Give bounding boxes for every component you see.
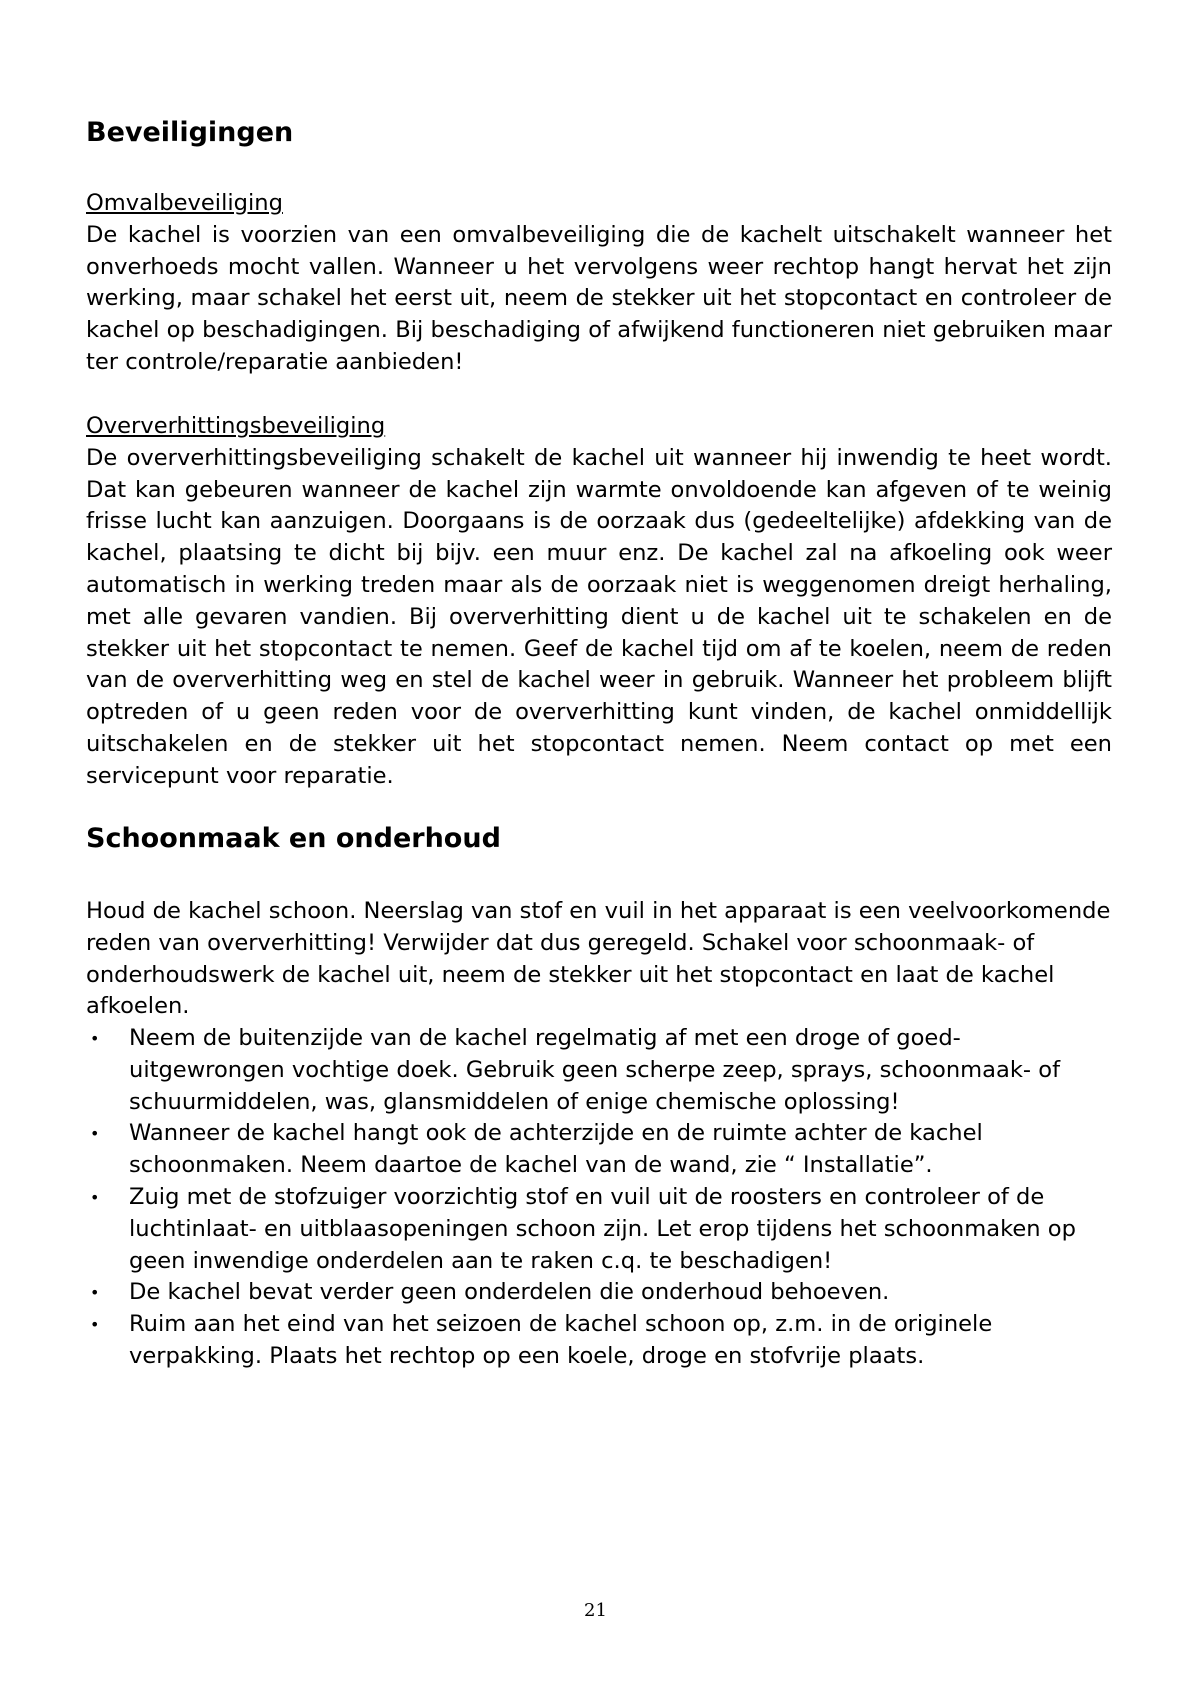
list-item	[86, 1277, 1112, 1309]
list-item-text: Zuig met de stofzuiger voorzichtig stof en vuil uit de roosters en controleer of de luchtinlaat- en uitblaasopeningen schoon zijn. Let erop tijdens het schoonmaken op geen inwendige onderdelen aan te raken c.q. te beschadigen!	[129, 1183, 1076, 1274]
list-item	[86, 1182, 1112, 1277]
section-oververhittingsbeveiliging	[86, 411, 1112, 793]
list-item-text: De kachel bevat verder geen onderdelen die onderhoud behoeven.	[129, 1279, 890, 1306]
list-item-text: Neem de buitenzijde van de kachel regelmatig af met een droge of goed-uitgewrongen vochtige doek. Gebruik geen scherpe zeep, sprays, schoonmaak- of schuurmiddelen, was, glansmiddelen of enige chemische oplossing!	[129, 1025, 1061, 1115]
heading-schoonmaak-en-onderhoud: Schoonmaak en onderhoud	[86, 823, 501, 854]
bullet-icon: •	[90, 1283, 100, 1303]
list-item-text: Ruim aan het eind van het seizoen de kachel schoon op, z.m. in de originele verpakking. Plaats het rechtop op een koele, droge en stofvrije plaats.	[129, 1311, 993, 1369]
bullet-icon: •	[90, 1187, 100, 1207]
heading-beveiligingen: Beveiligingen	[86, 117, 294, 148]
section-omvalbeveiliging	[86, 188, 1112, 379]
bullet-icon: •	[90, 1315, 100, 1335]
list-item-text: Wanneer de kachel hangt ook de achterzijde en de ruimte achter de kachel schoonmaken. Neem daartoe de kachel van de wand, zie “ Installatie”.	[129, 1120, 983, 1179]
maintenance-bullet-list	[86, 1023, 1112, 1373]
subheading-oververhittingsbeveiliging: Oververhittingsbeveiliging	[86, 413, 386, 439]
bullet-icon: •	[90, 1029, 100, 1048]
list-item	[86, 1309, 1112, 1373]
page-number: 21	[584, 1600, 607, 1621]
list-item	[86, 1118, 1112, 1182]
paragraph-omvalbeveiliging: De kachel is voorzien van een omvalbeveiliging die de kachelt uitschakelt wanneer het onverhoeds mocht vallen. Wanneer u het vervolgens weer rechtop hangt hervat het zijn werking, maar schakel het eerst uit, neem de stekker uit het stopcontact en controleer de kachel op beschadigingen. Bij beschadiging of afwijkend functioneren niet gebruiken maar ter controle/reparatie aanbieden!	[86, 221, 1112, 375]
list-item	[86, 1023, 1112, 1118]
subheading-omvalbeveiliging: Omvalbeveiliging	[86, 190, 283, 216]
bullet-icon: •	[90, 1124, 100, 1144]
paragraph-schoonmaak-intro: Houd de kachel schoon. Neerslag van stof en vuil in het apparaat is een veelvoorkomende reden van oververhitting! Verwijder dat dus geregeld. Schakel voor schoonmaak- of onderhoudswerk de kachel uit, neem de stekker uit het stopcontact en laat de kachel afkoelen.	[86, 898, 1111, 1020]
paragraph-oververhittingsbeveiliging: De oververhittingsbeveiliging schakelt de kachel uit wanneer hij inwendig te heet wordt. Dat kan gebeuren wanneer de kachel zijn warmte onvoldoende kan afgeven of te weinig frisse lucht kan aanzuigen. Doorgaans is de oorzaak dus (gedeeltelijke) afdekking van de kachel, plaatsing te dicht bij bijv. een muur enz. De kachel zal na afkoeling ook weer automatisch in werking treden maar als de oorzaak niet is weggenomen dreigt herhaling, met alle gevaren vandien. Bij oververhitting dient u de kachel uit te schakelen en de stekker uit het stopcontact te nemen. Geef de kachel tijd om af te koelen, neem de reden van de oververhitting weg en stel de kachel weer in gebruik. Wanneer het probleem blijft optreden of u geen reden voor de oververhitting kunt vinden, de kachel onmiddellijk uitschakelen en de stekker uit het stopcontact nemen. Neem contact op met een servicepunt voor reparatie.	[86, 444, 1112, 789]
